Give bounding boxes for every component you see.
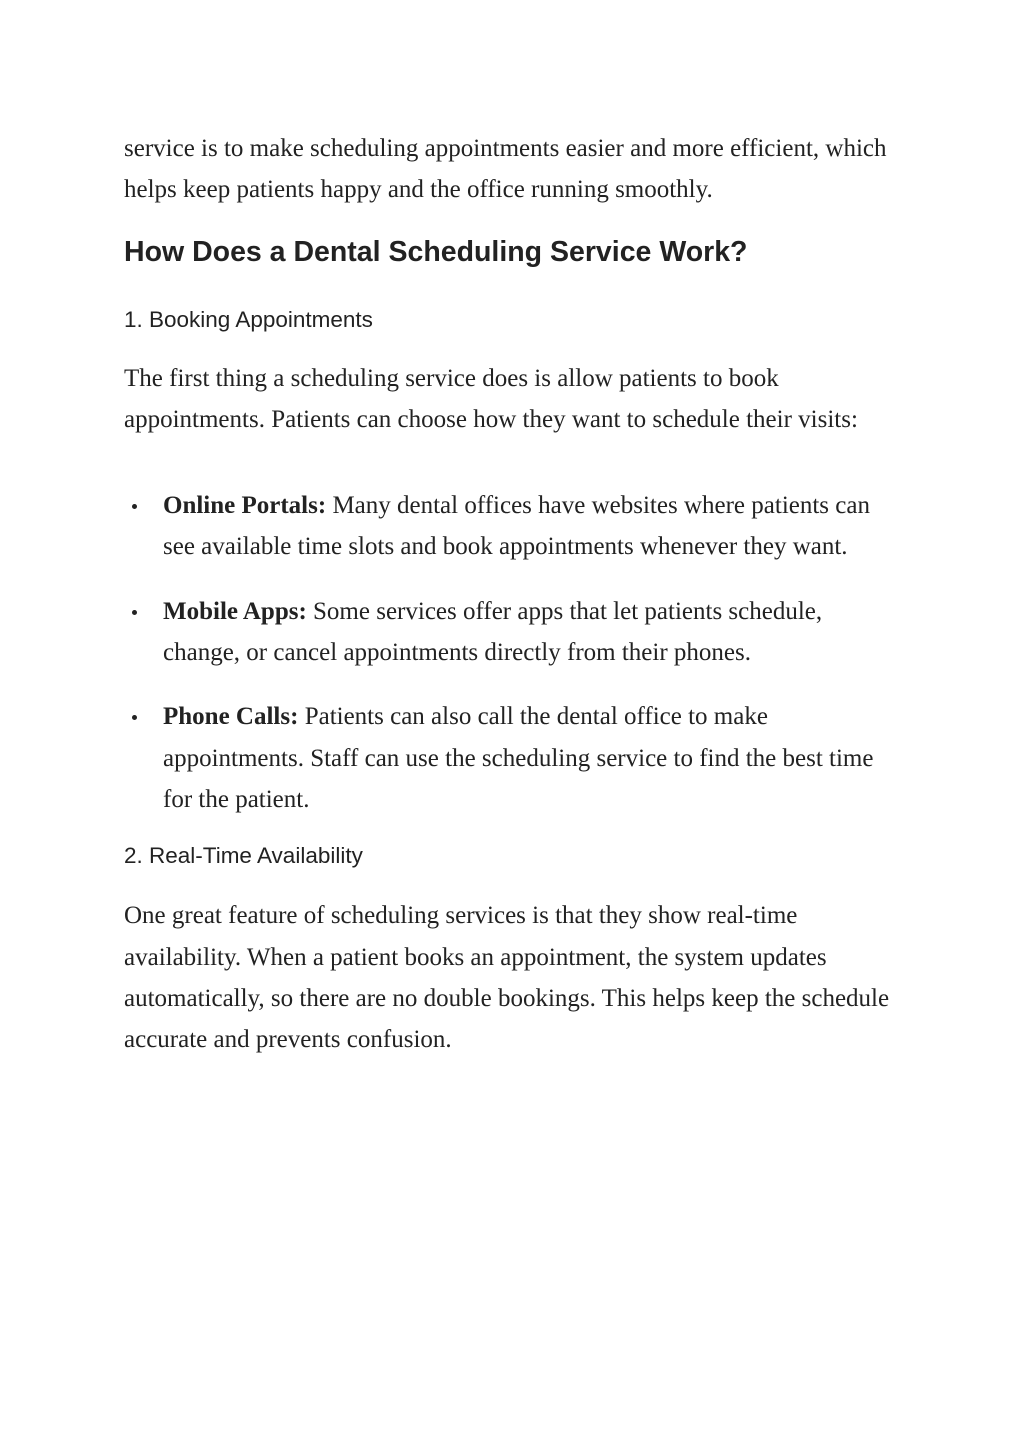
booking-paragraph: The first thing a scheduling service does is allow patients to book appointments. Patients can choose how they want to schedule their visits: [124, 364, 858, 433]
list-item-mobile-apps [124, 591, 894, 674]
section-heading-real-time: 2. Real-Time Availability [124, 843, 363, 869]
bullet-term: Mobile Apps: [163, 597, 307, 625]
intro-paragraph: service is to make scheduling appointments easier and more efficient, which helps keep patients happy and the office running smoothly. [124, 135, 887, 204]
bullet-text: Some services offer apps that let patients schedule, change, or cancel appointments directly from their phones. [163, 597, 823, 667]
main-heading: How Does a Dental Scheduling Service Work? [124, 235, 748, 268]
bullet-icon [132, 504, 137, 509]
bullet-text: Many dental offices have websites where patients can see available time slots and book appointments whenever they want. [163, 492, 870, 561]
bullet-term: Phone Calls: [163, 703, 299, 731]
bullet-icon [132, 715, 137, 720]
list-item-online-portals [124, 485, 894, 568]
section-heading-booking: 1. Booking Appointments [124, 306, 373, 332]
bullet-text: Patients can also call the dental office to make appointments. Staff can use the scheduling service to find the best time for the patient. [163, 703, 874, 813]
bullet-icon [132, 610, 137, 615]
list-item-phone-calls [124, 696, 894, 820]
real-time-paragraph: One great feature of scheduling services is that they show real-time availability. When a patient books an appointment, the system updates automatically, so there are no double bookings. This helps keep the schedule accurate and prevents confusion. [124, 902, 890, 1054]
booking-methods-list [124, 485, 894, 820]
bullet-term: Online Portals: [163, 492, 327, 520]
document-page [124, 128, 894, 1060]
